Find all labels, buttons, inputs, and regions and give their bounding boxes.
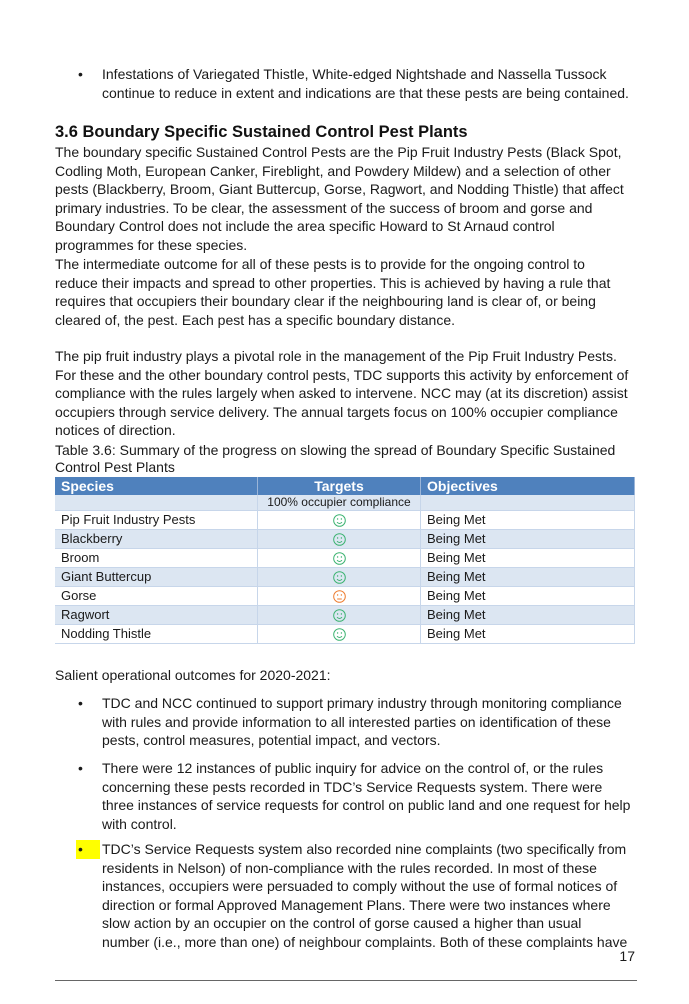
target-cell: [258, 625, 421, 644]
text-line: concerning these pests recorded in TDC’s Service Requests system. There were: [102, 778, 603, 795]
highlighted-bullet-icon: •: [76, 840, 100, 859]
salient-intro: [55, 666, 645, 685]
text-line: three instances of service requests for control on public land and one request for help: [102, 797, 631, 814]
text-line: with control.: [102, 815, 177, 832]
species-cell: Ragwort: [55, 606, 258, 625]
text-line: cleared of, the pest. Each pest has a specific boundary distance.: [55, 311, 456, 328]
target-cell: [258, 606, 421, 625]
bullet-icon: •: [78, 760, 83, 776]
text-line: compliance with the rules largely when asked to intervene. NCC may (at its discretion) assist: [55, 385, 628, 402]
objective-cell: Being Met: [421, 549, 635, 568]
species-cell: Gorse: [55, 587, 258, 606]
smiley-face-icon: [333, 628, 346, 641]
table-subheader-row: [55, 495, 635, 511]
text-line: slow action by an occupier on the control of gorse caused a higher than usual: [102, 915, 582, 932]
text-line: pests (Blackberry, Broom, Giant Buttercup, Gorse, Ragwort, and Nodding Thistle) that affect: [55, 181, 624, 198]
species-cell: Nodding Thistle: [55, 625, 258, 644]
text-line: Control Pest Plants: [55, 458, 175, 475]
text-line: The pip fruit industry plays a pivotal role in the management of the Pip Fruit Industry Pests.: [55, 348, 617, 364]
header-targets: Targets: [258, 477, 421, 495]
text-line: requires that occupiers their boundary clear if the neighbouring land is clear of, or being: [55, 293, 596, 310]
text-line: instances, occupiers were persuaded to comply without the use of formal notices of: [102, 878, 618, 895]
neutral-face-icon: [333, 590, 346, 603]
objective-cell: Being Met: [421, 606, 635, 625]
smiley-face-icon: [333, 609, 346, 622]
objective-cell: Being Met: [421, 530, 635, 549]
table-row: [55, 568, 635, 587]
text-line: direction or formal Approved Management Plans. There were two instances where: [102, 896, 611, 913]
paragraph-2: [55, 255, 645, 329]
objective-cell: Being Met: [421, 568, 635, 587]
text-line: Boundary Control does not include the area specific Howard to St Arnaud control: [55, 218, 555, 235]
text-line: number (i.e., more than one) of neighbour complaints. Both of these complaints have: [102, 933, 628, 950]
text-line: primary industries. To be clear, the assessment of the success of broom and gorse and: [55, 199, 593, 216]
table-caption: [55, 442, 645, 475]
table-row: [55, 511, 635, 530]
species-cell: Giant Buttercup: [55, 568, 258, 587]
empty-cell: [421, 495, 635, 511]
species-cell: Pip Fruit Industry Pests: [55, 511, 258, 530]
text-line: with rules and provide information to all interested parties on identification of these: [102, 713, 611, 730]
text-line: TDC’s Service Requests system also recorded nine complaints (two specifically from: [102, 841, 627, 857]
text-line: There were 12 instances of public inquiry for advice on the control of, or the rules: [102, 760, 604, 776]
smiley-face-icon: [333, 533, 346, 546]
text-line: occupiers through service delivery. The annual targets focus on 100% occupier compliance: [55, 403, 618, 420]
text-line: TDC and NCC continued to support primary industry through monitoring compliance: [102, 695, 622, 711]
species-cell: Blackberry: [55, 530, 258, 549]
empty-cell: [55, 495, 258, 511]
target-cell: [258, 587, 421, 606]
objective-cell: Being Met: [421, 587, 635, 606]
paragraph-1: [55, 143, 645, 255]
table-row: [55, 606, 635, 625]
target-cell: [258, 549, 421, 568]
text-line: notices of direction.: [55, 422, 176, 439]
text-line: Codling Moth, European Canker, Fireblight, and Powdery Mildew) and a selection of other: [55, 162, 611, 179]
target-cell: [258, 530, 421, 549]
objective-cell: Being Met: [421, 625, 635, 644]
bullet-icon: •: [78, 695, 83, 711]
table-row: [55, 530, 635, 549]
text-line: Infestations of Variegated Thistle, White-edged Nightshade and Nassella Tussock: [102, 66, 607, 82]
footer-divider: [55, 980, 637, 981]
species-cell: Broom: [55, 549, 258, 568]
table-row: [55, 625, 635, 644]
text-line: continue to reduce in extent and indications are that these pests are being contained.: [102, 84, 629, 101]
text-line: residents in Nelson) of non-compliance with the rules recorded. In most of these: [102, 859, 597, 876]
text-line: reduce their impacts and spread to other properties. This is achieved by having a rule that: [55, 274, 611, 291]
objective-cell: Being Met: [421, 511, 635, 530]
smiley-face-icon: [333, 552, 346, 565]
header-objectives: Objectives: [421, 477, 635, 495]
section-heading: 3.6 Boundary Specific Sustained Control Pest Plants: [55, 123, 468, 141]
text-line: The boundary specific Sustained Control Pests are the Pip Fruit Industry Pests (Black Spot,: [55, 144, 622, 160]
paragraph-3: [55, 347, 645, 440]
text-line: The intermediate outcome for all of these pests is to provide for the ongoing control to: [55, 256, 585, 272]
text-line: For these and the other boundary control pests, TDC supports this activity by enforcement of: [55, 366, 629, 383]
bullet-icon: •: [78, 66, 83, 82]
smiley-face-icon: [333, 514, 346, 527]
progress-table: [55, 477, 635, 644]
target-cell: [258, 511, 421, 530]
page-number: 17: [619, 948, 635, 964]
text-line: programmes for these species.: [55, 236, 248, 253]
table-row: [55, 587, 635, 606]
smiley-face-icon: [333, 571, 346, 584]
table-row: [55, 549, 635, 568]
target-cell: [258, 568, 421, 587]
text-line: pests, control measures, potential impact, and vectors.: [102, 732, 441, 749]
text-line: Table 3.6: Summary of the progress on slowing the spread of Boundary Specific Sustained: [55, 442, 616, 458]
target-subheader: 100% occupier compliance: [258, 495, 421, 511]
text-line: Salient operational outcomes for 2020-2021:: [55, 667, 331, 683]
header-species: Species: [55, 477, 258, 495]
